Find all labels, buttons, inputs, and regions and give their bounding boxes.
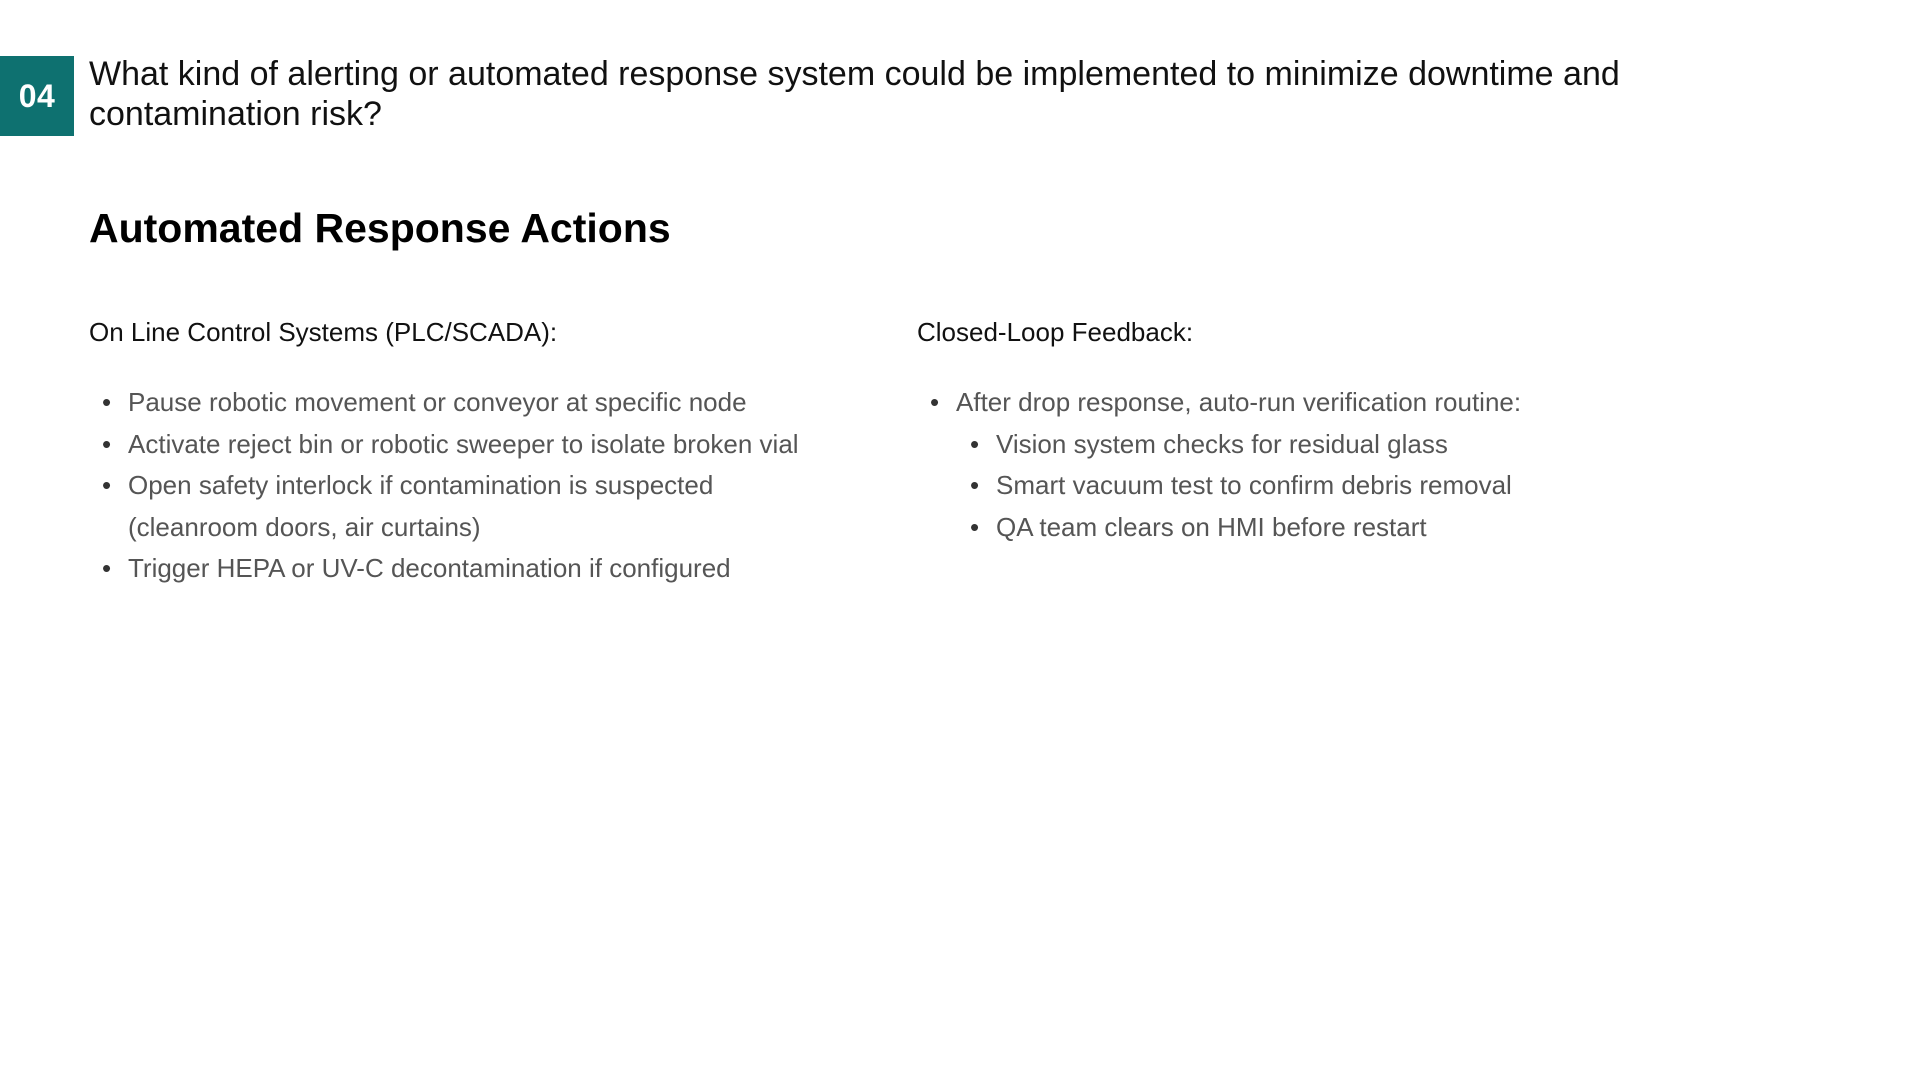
list-item: • Trigger HEPA or UV-C decontamination if configured [89, 548, 829, 590]
section-title: Automated Response Actions [89, 205, 671, 251]
list-item: • Activate reject bin or robotic sweeper to isolate broken vial [89, 424, 829, 466]
sub-list-item: • QA team clears on HMI before restart [917, 507, 1717, 549]
list-item: • Open safety interlock if contamination is suspected (cleanroom doors, air curtains) [89, 465, 829, 548]
question-heading: What kind of alerting or automated response system could be implemented to minimize downtime and contamination risk? [89, 55, 1620, 133]
left-bullet-list [89, 382, 829, 590]
left-column-heading: On Line Control Systems (PLC/SCADA): [89, 317, 558, 347]
right-bullet-list [917, 382, 1717, 548]
left-column [89, 316, 829, 590]
right-column-heading: Closed-Loop Feedback: [917, 317, 1194, 347]
slide-number-badge: 04 [0, 56, 74, 136]
list-item: • After drop response, auto-run verification routine: [917, 382, 1717, 424]
right-column [917, 316, 1717, 548]
sub-list-item: • Smart vacuum test to confirm debris removal [917, 465, 1717, 507]
list-item: • Pause robotic movement or conveyor at specific node [89, 382, 829, 424]
sub-list-item: • Vision system checks for residual glass [917, 424, 1717, 466]
